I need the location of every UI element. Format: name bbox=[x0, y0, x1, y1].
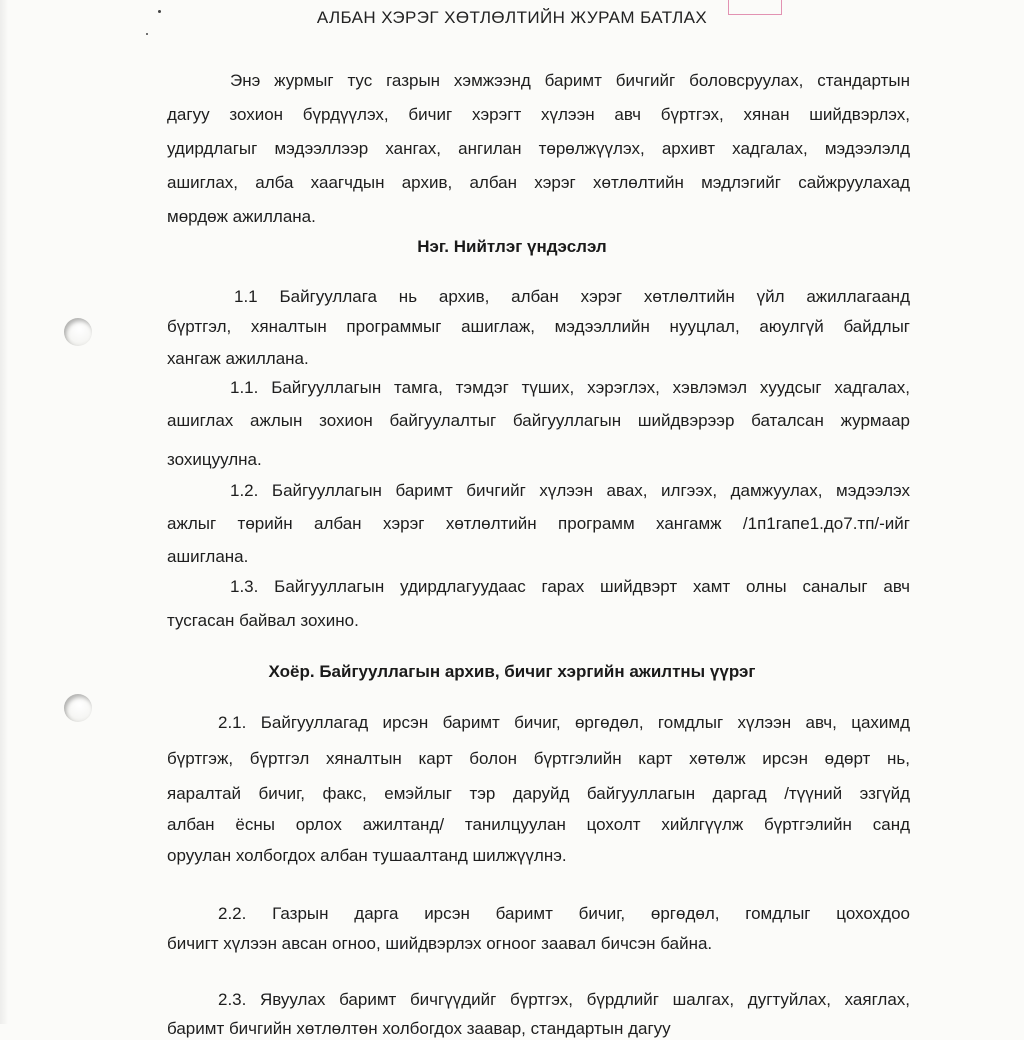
paragraph-line: 1.1 Байгууллага нь архив, албан хэрэг хөтлөлтийн үйл ажиллагаанд bbox=[234, 287, 910, 306]
paragraph-line: тусгасан байвал зохино. bbox=[167, 611, 359, 630]
paragraph-line: 1.2. Байгууллагын баримт бичгийг хүлээн авах, илгээх, дамжуулах, мэдээлэх bbox=[230, 481, 910, 500]
paragraph-line: баримт бичгийн хөтлөлтөн холбогдох заавар, стандартын дагуу bbox=[167, 1019, 671, 1038]
paragraph-line: 1.1. Байгууллагын тамга, тэмдэг түших, хэрэглэх, хэвлэмэл хуудсыг хадгалах, bbox=[230, 378, 910, 397]
section-heading: Хоёр. Байгууллагын архив, бичиг хэргийн ажилтны үүрэг bbox=[268, 662, 756, 681]
intro-line: Энэ журмыг тус газрын хэмжээнд баримт бичгийг боловсруулах, стандартын bbox=[230, 71, 910, 90]
punch-hole bbox=[64, 318, 92, 346]
paragraph-line: ашиглах ажлын зохион байгуулалтыг байгууллагын шийдвэрээр баталсан журмаар bbox=[167, 411, 910, 430]
punch-hole bbox=[64, 694, 92, 722]
paragraph-line: бичигт хүлээн авсан огноо, шийдвэрлэх огноог заавал бичсэн байна. bbox=[167, 934, 713, 953]
paragraph-line: 2.1. Байгууллагад ирсэн баримт бичиг, өргөдөл, гомдлыг хүлээн авч, цахимд bbox=[218, 713, 910, 732]
section-heading: Нэг. Нийтлэг үндэслэл bbox=[417, 237, 607, 256]
paragraph-line: 1.3. Байгууллагын удирдлагуудаас гарах шийдвэрт хамт олны саналыг авч bbox=[230, 577, 910, 596]
paragraph-line: ашиглана. bbox=[167, 547, 249, 566]
document-title: АЛБАН ХЭРЭГ ХӨТЛӨЛТИЙН ЖУРАМ БАТЛАХ bbox=[316, 8, 708, 27]
paragraph-line: 2.2. Газрын дарга ирсэн баримт бичиг, өргөдөл, гомдлыг цохохдоо bbox=[218, 904, 910, 923]
intro-line: ашиглах, алба хаагчдын архив, албан хэрэг хөтлөлтийн мэдлэгийг сайжруулахад bbox=[167, 173, 910, 192]
intro-line: удирдлагыг мэдээллээр хангах, ангилан төрөлжүүлэх, архивт хадгалах, мэдээлэлд bbox=[167, 139, 910, 158]
intro-line: мөрдөж ажиллана. bbox=[167, 207, 316, 226]
paragraph-line: яаралтай бичиг, факс, емэйлыг тэр даруйд байгууллагын даргад /түүний эзгүйд bbox=[167, 784, 910, 803]
paragraph-line: зохицуулна. bbox=[167, 450, 262, 469]
paragraph-line: 2.3. Явуулах баримт бичгүүдийг бүртгэх, бүрдлийг шалгах, дугтуйлах, хаяглах, bbox=[218, 990, 910, 1009]
intro-line: дагуу зохион бүрдүүлэх, бичиг хэрэгт хүлээн авч бүртгэх, хянан шийдвэрлэх, bbox=[167, 105, 910, 124]
scan-shadow bbox=[0, 0, 8, 1024]
paragraph-line: бүртгэл, хяналтын программыг ашиглаж, мэдээллийн нууцлал, аюулгүй байдлыг bbox=[167, 317, 910, 336]
paragraph-line: хангаж ажиллана. bbox=[167, 349, 309, 368]
paragraph-line: оруулан холбогдох албан тушаалтанд шилжүүлнэ. bbox=[167, 846, 567, 865]
paragraph-line: бүртгэж, бүртгэл хяналтын карт болон бүртгэлийн карт хөтөлж ирсэн өдөрт нь, bbox=[167, 749, 910, 768]
scan-speck bbox=[146, 33, 148, 35]
paragraph-line: ажлыг төрийн албан хэрэг хөтлөлтийн программ хангамж /1п1гапе1.до7.тп/-ийг bbox=[167, 514, 910, 533]
paragraph-line: албан ёсны орлох ажилтанд/ танилцуулан цохолт хийлгүүлж бүртгэлийн санд bbox=[167, 815, 910, 834]
